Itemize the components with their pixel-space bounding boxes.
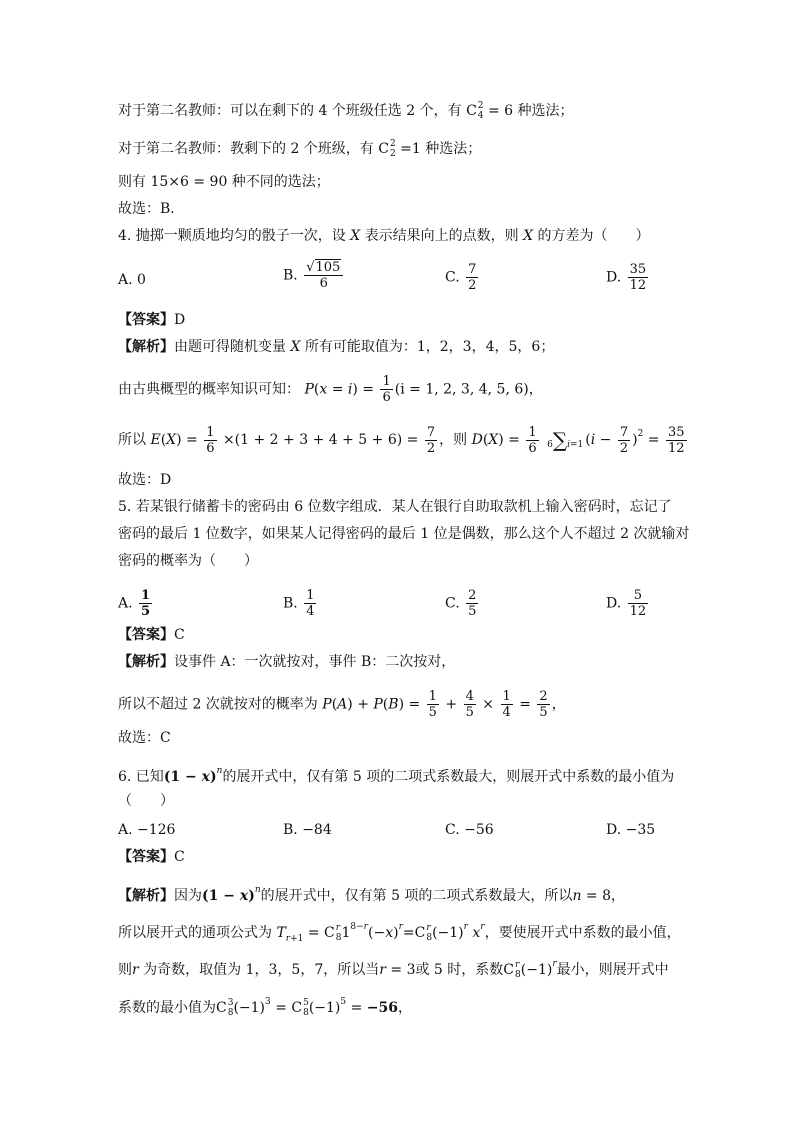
analysis-line: 所以不超过 2 次就按对的概率为 P(A) + P(B) = $\frac{1}{5}$ + $\frac{4}{5}$ × $\frac{1}{4}$ = $\frac{2}{5}$ ， (118, 689, 566, 720)
option-b: B. −84 (283, 822, 332, 838)
analysis: 【解析】设事件 A：一次就按对，事件 B：二次按对， (118, 654, 456, 670)
option-c: C. $\frac{7}{2}$ (445, 262, 477, 293)
option-d: D. −35 (606, 822, 656, 838)
analysis-line: 所以 E(X) = $\frac{1}{6}$ ×(1 + 2 + 3 + 4 + 5 + 6) = $\frac{7}{2}$ ，则 D(X) = $\frac{1}{6}$ 6∑i=1 (i − $\frac{7}{2}$ )$^2$ = $\frac{35}{12}$ (118, 424, 685, 456)
question-4-stem: 4. 抛掷一颗质地均匀的骰子一次，设 X 表示结果向上的点数，则 X 的方差为（ ） (118, 228, 650, 244)
analysis: 【解析】因为$(1 - x)^n$的展开式中，仅有第 5 项的二项式系数最大，所以n = 8， (118, 885, 626, 904)
solution-line: 对于第二名教师：可以在剩下的 4 个班级任选 2 个，有 C 2 4 = 6 种选法； (118, 101, 574, 121)
option-d: D. $\frac{5}{12}$ (606, 588, 647, 619)
solution-line: 故选：B． (118, 201, 185, 217)
analysis-line: 所以展开式的通项公式为 $T_{r+1} = C$ r 8 $1^{8-r}(-x)^r=C$ r 8 $(-1)^r$ $x^r$，要使展开式中系数的最小值， (118, 922, 681, 944)
conclusion: 故选：C (118, 730, 171, 746)
analysis-line: 则r 为奇数，取值为 1，3，5，7，所以当r = 3或 5 时，系数C r 8 $(-1)^r$最小，则展开式中 (118, 959, 669, 980)
option-c: C. −56 (445, 822, 494, 838)
solution-line: 对于第二名教师：教剩下的 2 个班级，有 C 2 2 =1 种选法； (118, 139, 482, 159)
question-5-stem: 密码的概率为（ ） (118, 553, 258, 569)
conclusion: 故选：D (118, 472, 172, 488)
answer: 【答案】C (118, 849, 185, 865)
option-a: A. 0 (118, 272, 146, 288)
option-b: B. $\frac{1}{4}$ (283, 588, 315, 619)
question-6-stem: （ ） (118, 793, 174, 809)
analysis: 【解析】由题可得随机变量 X 所有可能取值为：1，2，3，4，5，6； (118, 339, 555, 355)
question-6-stem: 6. 已知$(1 - x)^n$的展开式中，仅有第 5 项的二项式系数最大，则展开式中系数的最小值为 (118, 766, 675, 785)
question-5-stem: 5. 若某银行储蓄卡的密码由 6 位数字组成．某人在银行自助取款机上输入密码时，忘记了 (118, 499, 672, 515)
analysis-line: 系数的最小值为C 3 8 $(-1)^3 = C$ 5 8 $(-1)^5 = -56$， (118, 997, 412, 1018)
option-d: D. $\frac{35}{12}$ (606, 262, 647, 293)
question-5-stem: 密码的最后 1 位数字，如果某人记得密码的最后 1 位是偶数，那么这个人不超过 2 次就输对 (118, 526, 690, 542)
option-a: A. $\frac{1}{5}$ (118, 588, 151, 619)
solution-line: 则有 15×6 = 90 种不同的选法； (118, 174, 330, 190)
option-b: B. $\frac{√105}{6}$ (283, 260, 345, 291)
answer: 【答案】D (118, 312, 186, 328)
analysis-line: 由古典概型的概率知识可知： P(x = i) = $\frac{1}{6}$ (i = 1, 2, 3, 4, 5, 6)， (118, 374, 543, 405)
option-c: C. $\frac{2}{5}$ (445, 588, 477, 619)
answer: 【答案】C (118, 627, 185, 643)
option-a: A. −126 (118, 822, 176, 838)
